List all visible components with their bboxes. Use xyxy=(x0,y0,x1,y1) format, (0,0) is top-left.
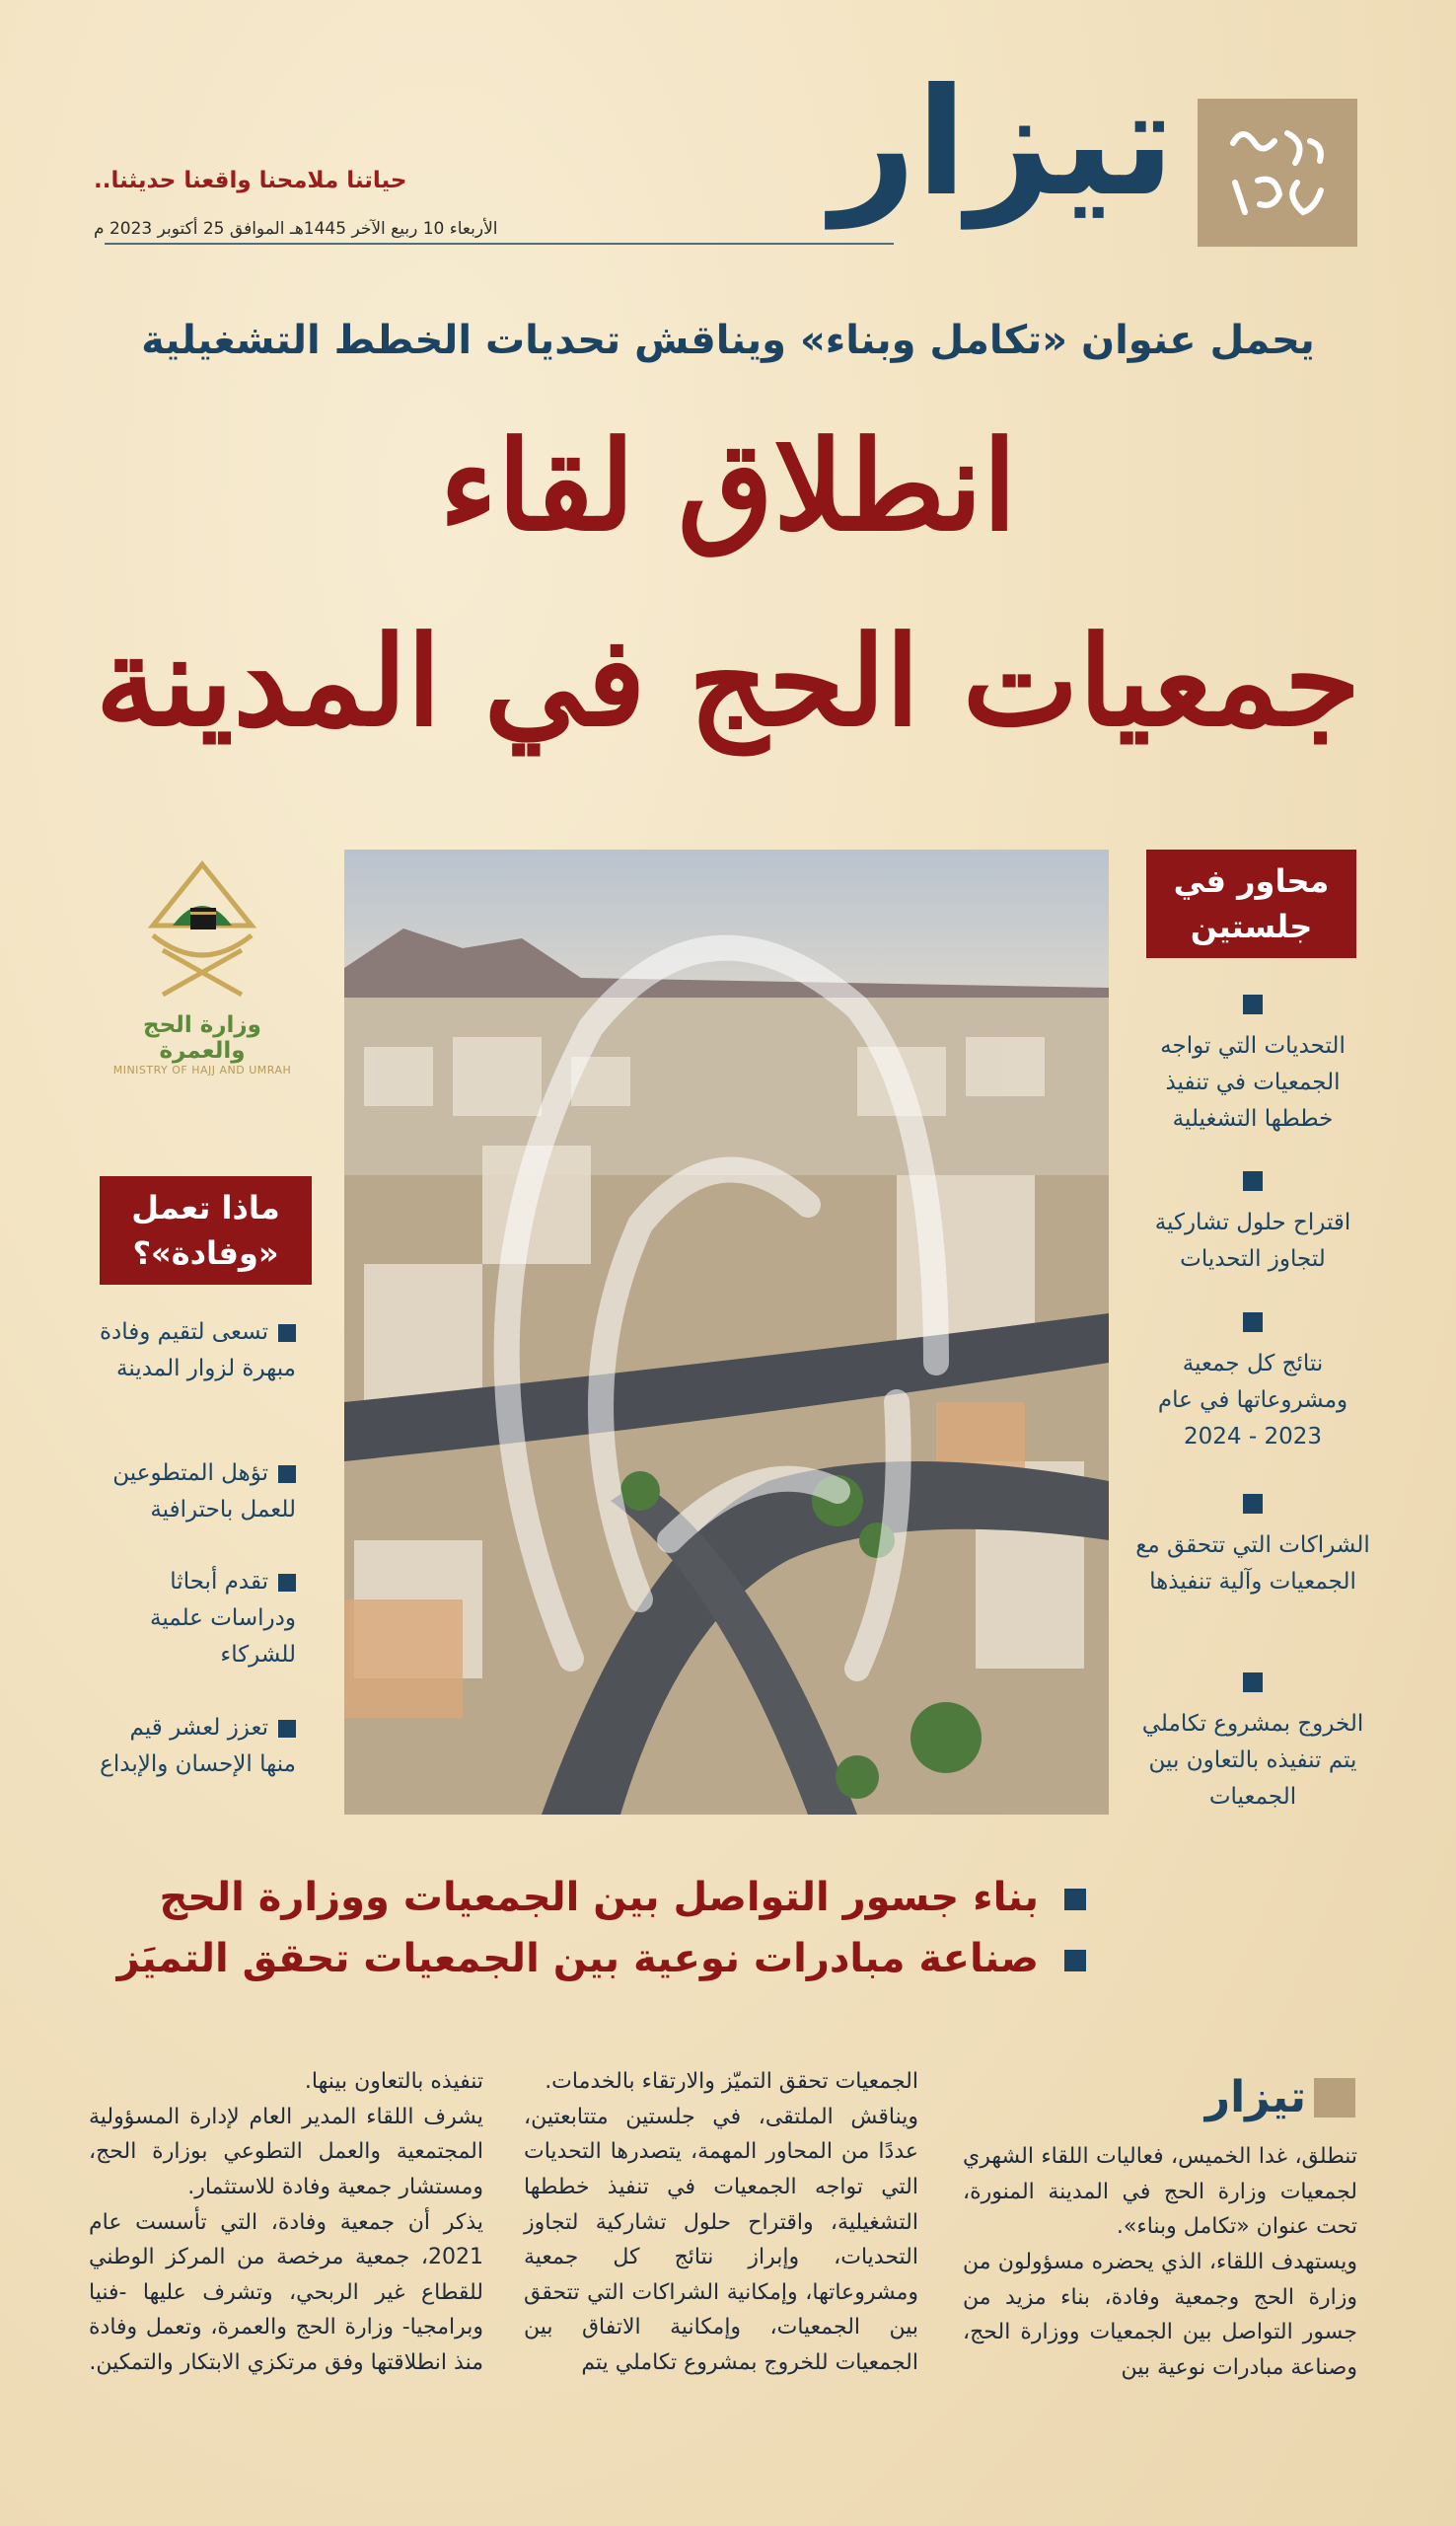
highlight-text: صناعة مبادرات نوعية بين الجمعيات تحقق التميَز xyxy=(116,1936,1039,1981)
article-column-2 xyxy=(524,2064,918,2381)
brand-logo-small-icon xyxy=(1314,2078,1355,2117)
kicker: يحمل عنوان «تكامل وبناء» ويناقش تحديات الخطط التشغيلية xyxy=(141,318,1315,363)
city-photo-illustration xyxy=(344,850,1109,1815)
wafada-item-text: تؤهل المتطوعين للعمل باحترافية xyxy=(112,1460,296,1523)
wafada-item-text: تقدم أبحاثا ودراسات علمية للشركاء xyxy=(150,1569,296,1668)
square-bullet-icon xyxy=(278,1720,296,1738)
paragraph: تنطلق، غدا الخميس، فعاليات اللقاء الشهري لجمعيات وزارة الحج في المدينة المنورة، تحت عنوان «تكامل وبناء». xyxy=(963,2144,1357,2240)
square-bullet-icon xyxy=(1064,1889,1086,1910)
axis-item xyxy=(1134,1171,1371,1278)
square-bullet-icon xyxy=(1243,1494,1263,1514)
article-brand-name: تيزار xyxy=(1204,2072,1306,2122)
axis-item xyxy=(1134,1312,1371,1454)
headline-line-1: انطلاق لقاء xyxy=(439,414,1017,558)
paragraph: تنفيذه بالتعاون بينها. xyxy=(304,2069,483,2094)
kaaba-emblem-icon xyxy=(133,856,271,1004)
axis-item-text: الشراكات التي تتحقق مع الجمعيات وآلية تنفيذها xyxy=(1135,1532,1370,1595)
brand-name: تيزار xyxy=(831,57,1175,229)
highlight-text: بناء جسور التواصل بين الجمعيات ووزارة الحج xyxy=(159,1875,1039,1920)
highlight-line xyxy=(159,1875,1086,1920)
square-bullet-icon xyxy=(1243,1171,1263,1191)
masthead-rule xyxy=(105,243,894,245)
wafada-item-text: تعزز لعشر قيم منها الإحسان والإبداع xyxy=(100,1715,296,1777)
calligraphy-logo-icon xyxy=(1213,113,1342,232)
axes-title: محاور في جلستين xyxy=(1173,861,1330,945)
square-bullet-icon xyxy=(278,1574,296,1592)
slogan: حياتنا ملامحنا واقعنا حديثنا.. xyxy=(94,168,407,193)
square-bullet-icon xyxy=(1243,995,1263,1014)
ministry-logo xyxy=(109,856,296,1077)
brand-logo-mark xyxy=(1198,99,1357,247)
article-brand xyxy=(1205,2072,1355,2122)
wafada-item xyxy=(89,1455,296,1528)
square-bullet-icon xyxy=(278,1465,296,1483)
square-bullet-icon xyxy=(1243,1312,1263,1332)
axes-title-box xyxy=(1146,850,1356,958)
axis-item xyxy=(1134,1494,1371,1600)
issue-date: الأربعاء 10 ربيع الآخر 1445هـ الموافق 25 أكتوبر 2023 م xyxy=(94,219,498,239)
headline-line-2: جمعيات الحج في المدينة xyxy=(95,610,1361,754)
wafada-item xyxy=(89,1314,296,1387)
axis-item xyxy=(1134,995,1371,1137)
axis-item xyxy=(1134,1672,1371,1815)
ministry-name-ar: وزارة الحج والعمرة xyxy=(143,1012,261,1064)
article-column-3 xyxy=(89,2064,483,2381)
axis-item-text: نتائج كل جمعية ومشروعاتها في عام 2023 - 2024 xyxy=(1157,1351,1348,1449)
paragraph: ويناقش الملتقى، في جلستين متتابعتين، عددًا من المحاور المهمة، يتصدرها التحديات التي تواجه الجمعيات في تنفيذ خططها التشغيلية، واقتراح حلول تشاركية لتجاوز التحديات، وإبراز نتائج كل جمعية ومشروعاتها، وإمكانية الشراكات التي تتحقق بين الجمعيات، وإمكانية الاتفاق بين الجمعيات للخروج بمشروع تكاملي يتم xyxy=(524,2104,918,2375)
paragraph: يذكر أن جمعية وفادة، التي تأسست عام 2021، جمعية مرخصة من المركز الوطني للقطاع غير الربحي، وتشرف عليها -فنيا وبرامجيا- وزارة الحج والعمرة، وتعمل وفادة منذ انطلاقتها وفق مرتكزي الابتكار والتمكين. xyxy=(89,2209,483,2375)
square-bullet-icon xyxy=(278,1324,296,1342)
highlight-line xyxy=(117,1936,1086,1981)
paragraph: الجمعيات تحقق التميّز والارتقاء بالخدمات. xyxy=(545,2069,918,2094)
square-bullet-icon xyxy=(1243,1672,1263,1692)
city-aerial-photo xyxy=(344,850,1109,1815)
wafada-item xyxy=(89,1710,296,1783)
wafada-item-text: تسعى لتقيم وفادة مبهرة لزوار المدينة xyxy=(99,1319,296,1381)
wafada-title-box xyxy=(100,1176,312,1285)
axis-item-text: الخروج بمشروع تكاملي يتم تنفيذه بالتعاون بين الجمعيات xyxy=(1141,1711,1364,1810)
wafada-item xyxy=(89,1564,296,1672)
paragraph: ويستهدف اللقاء، الذي يحضره مسؤولون من وزارة الحج وجمعية وفادة، بناء مزيد من جسور التواصل بين الجمعيات ووزارة الحج، وصناعة مبادرات نوعية بين xyxy=(963,2249,1357,2380)
paragraph: يشرف اللقاء المدير العام لإدارة المسؤولية المجتمعية والعمل التطوعي بوزارة الحج، ومستشار جمعية وفادة للاستثمار. xyxy=(89,2104,483,2199)
wafada-title: ماذا تعمل «وفادة»؟ xyxy=(131,1188,280,1272)
axis-item-text: اقتراح حلول تشاركية لتجاوز التحديات xyxy=(1154,1210,1351,1272)
ministry-name-en: MINISTRY OF HAJJ AND UMRAH xyxy=(112,1064,292,1077)
article-column-1 xyxy=(963,2139,1357,2385)
axis-item-text: التحديات التي تواجه الجمعيات في تنفيذ خططها التشغيلية xyxy=(1160,1033,1346,1132)
square-bullet-icon xyxy=(1064,1950,1086,1971)
